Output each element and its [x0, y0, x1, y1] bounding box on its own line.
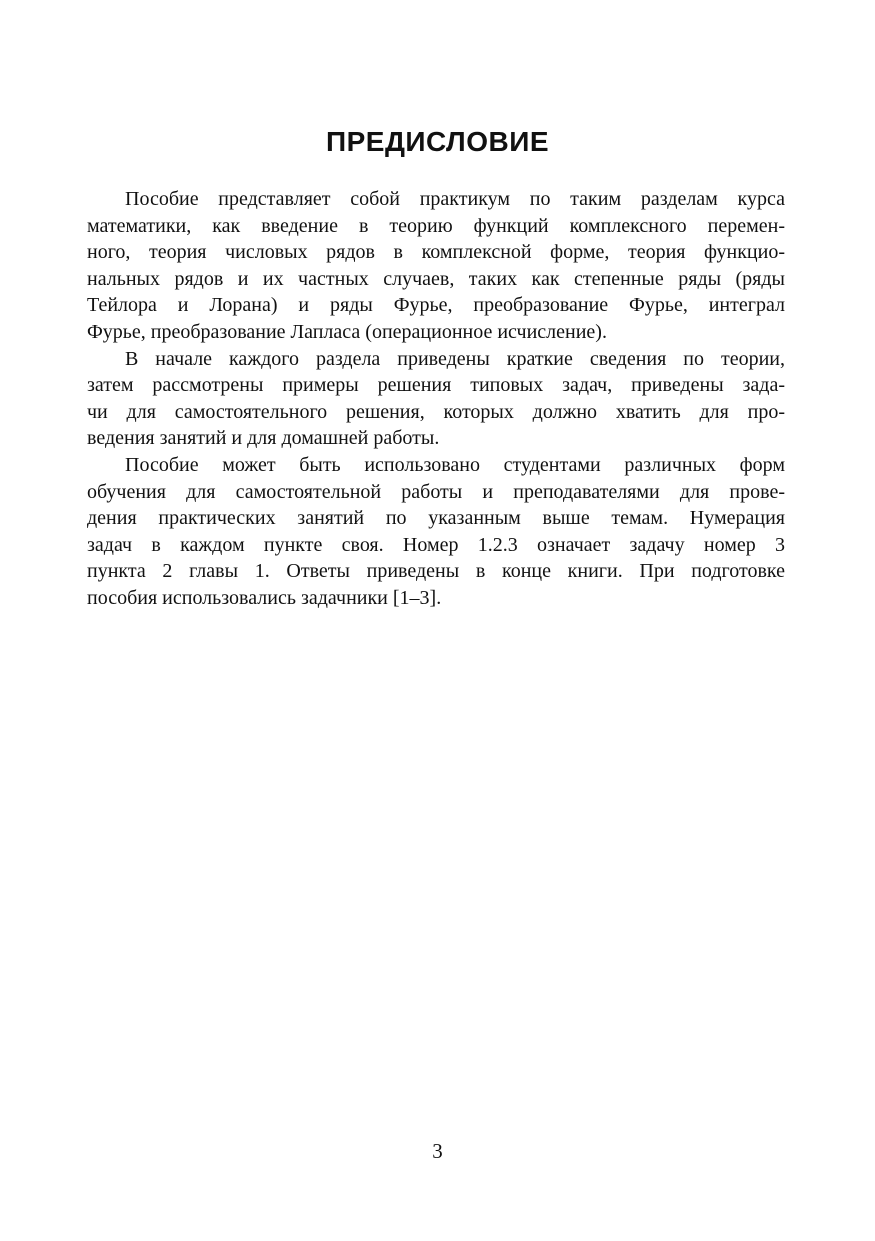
text-line: математики, как введение в теорию функций комплексного перемен-: [87, 214, 785, 237]
text-line: ного, теория числовых рядов в комплексной форме, теория функцио-: [87, 241, 785, 264]
text-line: ведения занятий и для домашней работы.: [87, 427, 440, 450]
paragraph-2: [87, 346, 785, 452]
page-number: 3: [432, 1139, 443, 1163]
text-line: затем рассмотрены примеры решения типовых задач, приведены зада-: [87, 374, 785, 397]
text-line: нальных рядов и их частных случаев, таких как степенные ряды (ряды: [87, 267, 785, 290]
text-line: задач в каждом пункте своя. Номер 1.2.3 означает задачу номер 3: [87, 533, 785, 556]
text-line: чи для самостоятельного решения, которых должно хватить для про-: [87, 400, 785, 423]
text-line: В начале каждого раздела приведены краткие сведения по теории,: [125, 347, 785, 370]
text-line: пособия использовались задачники [1–3].: [87, 586, 442, 609]
paragraph-3: [87, 452, 785, 612]
text-line: обучения для самостоятельной работы и преподавателями для прове-: [87, 480, 785, 503]
text-line: Пособие может быть использовано студентами различных форм: [125, 453, 785, 476]
text-line: Тейлора и Лорана) и ряды Фурье, преобразование Фурье, интеграл: [87, 294, 785, 317]
text-line: дения практических занятий по указанным выше темам. Нумерация: [87, 507, 785, 530]
paragraph-1: [87, 186, 785, 346]
text-line: Фурье, преобразование Лапласа (операционное исчисление).: [87, 320, 607, 343]
text-line: Пособие представляет собой практикум по таким разделам курса: [125, 188, 785, 210]
text-line: пункта 2 главы 1. Ответы приведены в конце книги. При подготовке: [87, 560, 785, 583]
page-title: ПРЕДИСЛОВИЕ: [325, 126, 550, 157]
preface-body: [87, 186, 785, 612]
